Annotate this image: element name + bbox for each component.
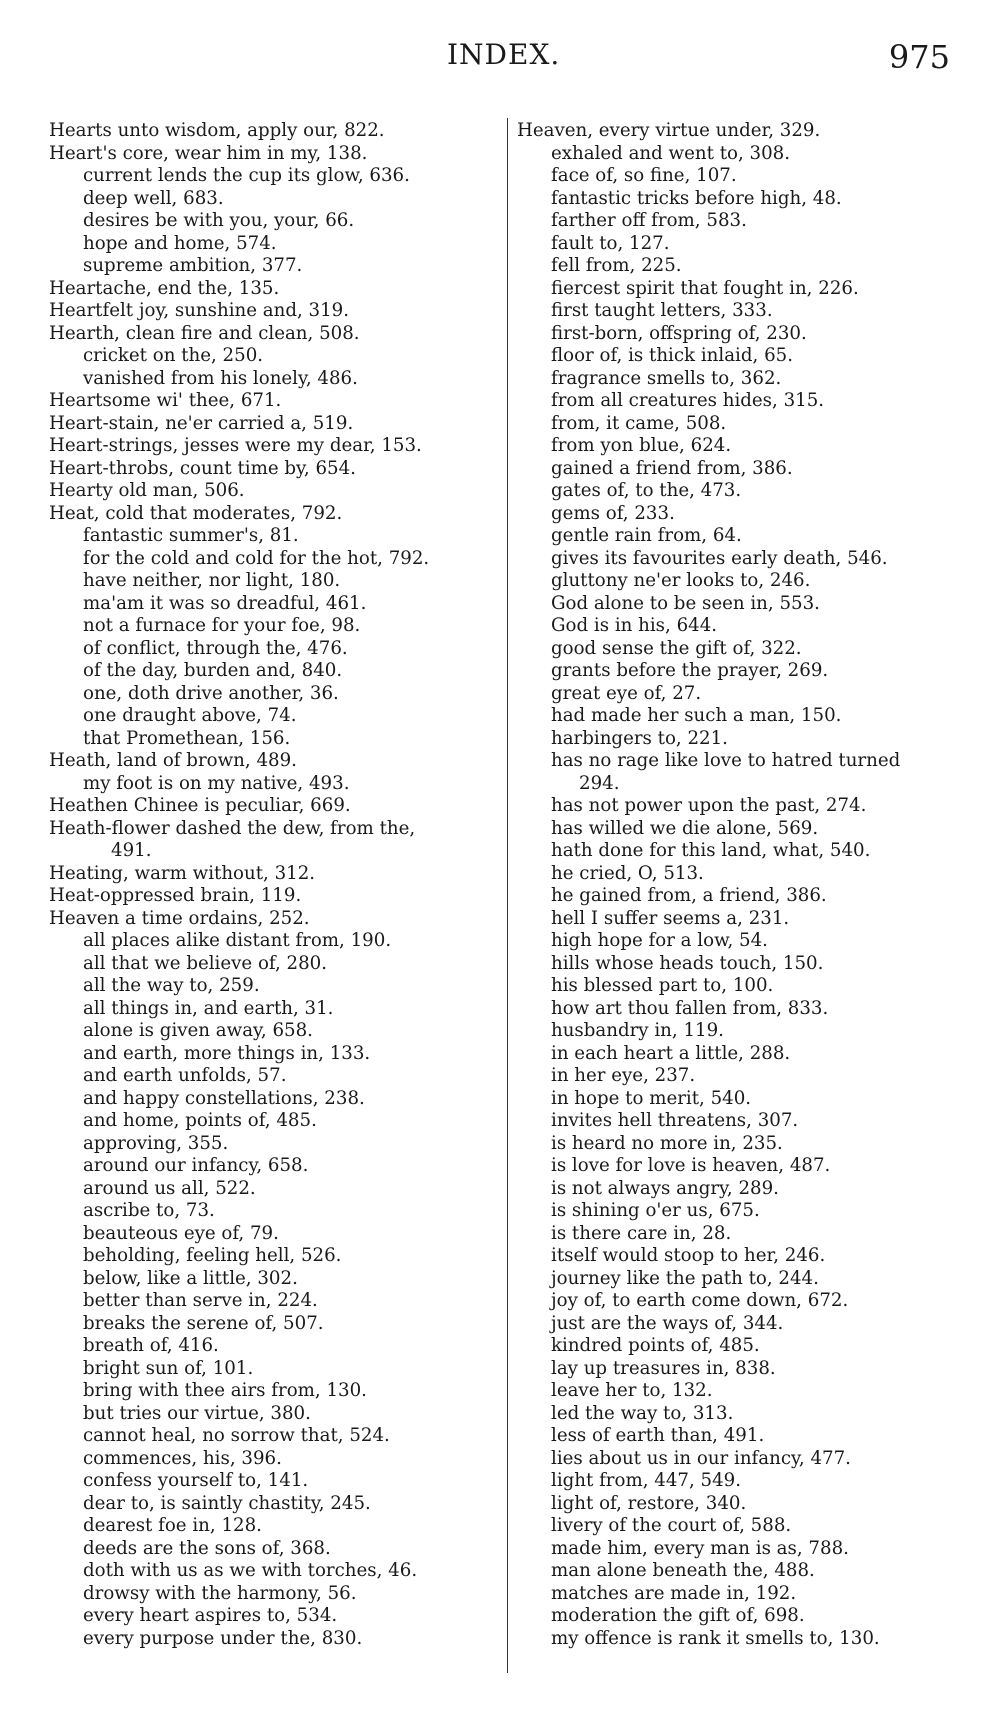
index-subentry: around our infancy, 658.: [83, 1155, 309, 1176]
index-subentry: light from, 447, 549.: [551, 1470, 742, 1491]
index-subentry: deep well, 683.: [83, 187, 224, 209]
index-subentry: and earth unfolds, 57.: [83, 1065, 287, 1086]
index-subentry: all the way to, 259.: [83, 975, 260, 996]
index-subentry: just are the ways of, 344.: [551, 1312, 784, 1334]
index-subentry: good sense the gift of, 322.: [551, 637, 802, 659]
column-divider: [507, 118, 508, 1673]
index-subentry: husbandry in, 119.: [551, 1020, 724, 1041]
index-subentry: lies about us in our infancy, 477.: [551, 1447, 851, 1469]
index-subentry: in each heart a little, 288.: [551, 1042, 791, 1064]
index-subentry: current lends the cup its glow, 636.: [83, 165, 410, 186]
index-subentry: every heart aspires to, 534.: [83, 1605, 338, 1626]
index-subentry: and happy constellations, 238.: [83, 1087, 365, 1109]
index-subentry: bring with thee airs from, 130.: [83, 1380, 367, 1401]
index-subentry: all things in, and earth, 31.: [83, 997, 334, 1019]
index-subentry: is love for love is heaven, 487.: [551, 1155, 831, 1176]
index-subentry: has willed we die alone, 569.: [551, 817, 819, 839]
index-subentry: fantastic tricks before high, 48.: [551, 187, 842, 209]
index-subentry: high hope for a low, 54.: [551, 930, 768, 951]
index-subentry: man alone beneath the, 488.: [551, 1560, 815, 1581]
index-subentry: drowsy with the harmony, 56.: [83, 1582, 357, 1604]
index-subentry: farther off from, 583.: [551, 210, 747, 231]
index-subentry: lay up treasures in, 838.: [551, 1357, 776, 1379]
index-subentry: every purpose under the, 830.: [83, 1627, 363, 1649]
index-column-left: [49, 120, 499, 1650]
index-subentry: had made her such a man, 150.: [551, 705, 842, 726]
index-subentry: is not always angry, 289.: [551, 1177, 779, 1199]
index-subentry: of the day, burden and, 840.: [83, 660, 343, 681]
index-subentry: moderation the gift of, 698.: [551, 1605, 805, 1626]
index-subentry: approving, 355.: [83, 1132, 229, 1154]
index-subentry: from all creatures hides, 315.: [551, 390, 825, 411]
index-subentry: my offence is rank it smells to, 130.: [551, 1627, 880, 1649]
index-entry: Heartfelt joy, sunshine and, 319.: [49, 300, 350, 321]
index-subentry: all places alike distant from, 190.: [83, 930, 392, 951]
index-entry: Heart's core, wear him in my, 138.: [49, 142, 368, 164]
index-subentry: cannot heal, no sorrow that, 524.: [83, 1425, 390, 1446]
index-subentry: confess yourself to, 141.: [83, 1470, 309, 1491]
index-subentry: fell from, 225.: [551, 255, 682, 276]
index-subentry: in hope to merit, 540.: [551, 1087, 752, 1109]
index-subentry: alone is given away, 658.: [83, 1020, 313, 1041]
index-entry: Hearty old man, 506.: [49, 480, 245, 501]
index-subentry: grants before the prayer, 269.: [551, 660, 829, 681]
index-subentry: gives its favourites early death, 546.: [551, 547, 888, 569]
index-subentry: 294.: [579, 772, 620, 794]
index-subentry: of conflict, through the, 476.: [83, 637, 348, 659]
index-subentry: not a furnace for your foe, 98.: [83, 615, 361, 636]
index-subentry: have neither, nor light, 180.: [83, 570, 341, 591]
index-entry: Heart-throbs, count time by, 654.: [49, 457, 356, 479]
index-subentry: from yon blue, 624.: [551, 435, 732, 456]
index-subentry: in her eye, 237.: [551, 1065, 696, 1086]
index-subentry: from, it came, 508.: [551, 412, 727, 434]
index-entry: Heaven a time ordains, 252.: [49, 907, 310, 929]
index-subentry: less of earth than, 491.: [551, 1425, 765, 1446]
index-subentry: has no rage like love to hatred turned: [551, 750, 901, 771]
index-subentry: breaks the serene of, 507.: [83, 1312, 324, 1334]
index-subentry: gates of, to the, 473.: [551, 480, 742, 501]
index-subentry: and home, points of, 485.: [83, 1110, 317, 1131]
index-subentry: light of, restore, 340.: [551, 1492, 747, 1514]
index-subentry: how art thou fallen from, 833.: [551, 997, 829, 1019]
index-entry: Heartsome wi' thee, 671.: [49, 390, 282, 411]
index-subentry: one draught above, 74.: [83, 705, 297, 726]
index-subentry: kindred points of, 485.: [551, 1335, 760, 1356]
index-subentry: and earth, more things in, 133.: [83, 1042, 371, 1064]
index-subentry: leave her to, 132.: [551, 1380, 713, 1401]
index-subentry: hell I suffer seems a, 231.: [551, 907, 790, 929]
index-subentry: ma'am it was so dreadful, 461.: [83, 592, 367, 614]
index-entry: Heartache, end the, 135.: [49, 277, 280, 299]
page-title: INDEX.: [447, 38, 561, 71]
index-subentry: commences, his, 396.: [83, 1447, 282, 1469]
index-subentry: face of, so fine, 107.: [551, 165, 737, 186]
index-subentry: invites hell threatens, 307.: [551, 1110, 799, 1131]
index-subentry: harbingers to, 221.: [551, 727, 728, 749]
index-subentry: God is in his, 644.: [551, 615, 718, 636]
page-header: [0, 38, 1000, 78]
index-subentry: fiercest spirit that fought in, 226.: [551, 277, 859, 299]
index-subentry: below, like a little, 302.: [83, 1267, 298, 1289]
index-subentry: God alone to be seen in, 553.: [551, 592, 820, 614]
index-subentry: first-born, offspring of, 230.: [551, 322, 807, 344]
index-column-right: [517, 120, 967, 1650]
index-subentry: he gained from, a friend, 386.: [551, 885, 827, 906]
index-subentry: doth with us as we with torches, 46.: [83, 1560, 418, 1581]
index-subentry: matches are made in, 192.: [551, 1582, 797, 1604]
index-subentry: is heard no more in, 235.: [551, 1132, 783, 1154]
index-subentry: gained a friend from, 386.: [551, 457, 793, 479]
index-subentry: joy of, to earth come down, 672.: [551, 1290, 849, 1311]
index-subentry: hills whose heads touch, 150.: [551, 952, 824, 974]
index-subentry: cricket on the, 250.: [83, 345, 264, 366]
index-subentry: floor of, is thick inlaid, 65.: [551, 345, 793, 366]
index-entry: Heat-oppressed brain, 119.: [49, 885, 302, 906]
index-subentry: vanished from his lonely, 486.: [83, 367, 358, 389]
index-subentry: that Promethean, 156.: [83, 727, 291, 749]
index-subentry: he cried, O, 513.: [551, 862, 704, 884]
index-subentry: fantastic summer's, 81.: [83, 525, 299, 546]
index-subentry: led the way to, 313.: [551, 1402, 734, 1424]
index-subentry: great eye of, 27.: [551, 682, 702, 704]
index-subentry: my foot is on my native, 493.: [83, 772, 350, 794]
index-subentry: fault to, 127.: [551, 232, 670, 254]
index-subentry: breath of, 416.: [83, 1335, 219, 1356]
index-subentry: around us all, 522.: [83, 1177, 256, 1199]
index-subentry: hope and home, 574.: [83, 232, 277, 254]
index-entry: Heart-stain, ne'er carried a, 519.: [49, 412, 354, 434]
index-subentry: for the cold and cold for the hot, 792.: [83, 547, 430, 569]
index-subentry: deeds are the sons of, 368.: [83, 1537, 331, 1559]
index-entry: Hearts unto wisdom, apply our, 822.: [49, 120, 385, 141]
index-subentry: one, doth drive another, 36.: [83, 682, 339, 704]
index-subentry: bright sun of, 101.: [83, 1357, 254, 1379]
index-subentry: is shining o'er us, 675.: [551, 1200, 760, 1221]
index-subentry: hath done for this land, what, 540.: [551, 840, 871, 861]
index-subentry: dear to, is saintly chastity, 245.: [83, 1492, 371, 1514]
index-entry: Heath, land of brown, 489.: [49, 750, 297, 771]
index-subentry: itself would stoop to her, 246.: [551, 1245, 826, 1266]
index-subentry: beauteous eye of, 79.: [83, 1222, 279, 1244]
index-subentry: ascribe to, 73.: [83, 1200, 215, 1221]
index-subentry: his blessed part to, 100.: [551, 975, 774, 996]
index-entry: Heat, cold that moderates, 792.: [49, 502, 343, 524]
index-subentry: gentle rain from, 64.: [551, 525, 742, 546]
index-entry: Heating, warm without, 312.: [49, 862, 316, 884]
index-subentry: gluttony ne'er looks to, 246.: [551, 570, 811, 591]
index-entry: Heathen Chinee is peculiar, 669.: [49, 795, 351, 816]
index-entry: Heaven, every virtue under, 329.: [517, 120, 821, 141]
index-subentry: is there care in, 28.: [551, 1222, 732, 1244]
index-subentry: journey like the path to, 244.: [551, 1267, 819, 1289]
index-entry: Hearth, clean fire and clean, 508.: [49, 322, 360, 344]
index-subentry: but tries our virtue, 380.: [83, 1402, 311, 1424]
index-subentry: dearest foe in, 128.: [83, 1515, 262, 1536]
index-subentry: gems of, 233.: [551, 502, 675, 524]
index-subentry: livery of the court of, 588.: [551, 1515, 792, 1536]
index-subentry: supreme ambition, 377.: [83, 255, 303, 276]
index-subentry: beholding, feeling hell, 526.: [83, 1245, 342, 1266]
page-number: 975: [888, 38, 950, 76]
index-subentry: first taught letters, 333.: [551, 300, 773, 321]
index-subentry: 491.: [111, 840, 152, 861]
index-subentry: all that we believe of, 280.: [83, 952, 328, 974]
index-subentry: has not power upon the past, 274.: [551, 795, 867, 816]
index-subentry: desires be with you, your, 66.: [83, 210, 355, 231]
index-subentry: fragrance smells to, 362.: [551, 367, 782, 389]
index-subentry: made him, every man is as, 788.: [551, 1537, 849, 1559]
index-entry: Heath-flower dashed the dew, from the,: [49, 817, 416, 839]
index-entry: Heart-strings, jesses were my dear, 153.: [49, 435, 422, 456]
index-subentry: better than serve in, 224.: [83, 1290, 318, 1311]
index-subentry: exhaled and went to, 308.: [551, 142, 791, 164]
